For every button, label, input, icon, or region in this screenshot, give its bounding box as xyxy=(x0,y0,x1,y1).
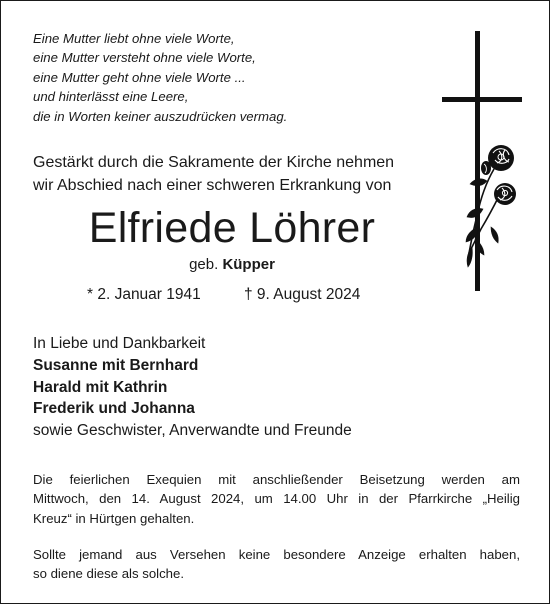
death-date: † 9. August 2024 xyxy=(244,286,361,303)
maiden-name-line xyxy=(1,255,463,275)
mourners-intro: In Liebe und Dankbarkeit xyxy=(33,335,206,352)
mourner-name: Susanne mit Bernhard xyxy=(33,356,199,374)
poem-line: die in Worten keiner auszudrücken vermag. xyxy=(33,108,288,124)
notice-text xyxy=(33,545,520,584)
maiden-prefix: geb. xyxy=(189,256,219,273)
service-line: Kreuz“ in Hürtgen gehalten. xyxy=(33,510,195,526)
deceased-name: Elfriede Löhrer xyxy=(88,204,376,252)
mourner-name: Harald mit Kathrin xyxy=(33,378,168,396)
mourners-others: sowie Geschwister, Anverwandte und Freunde xyxy=(33,422,352,440)
mourner-name: Frederik und Johanna xyxy=(33,400,195,418)
poem xyxy=(33,29,287,126)
poem-line: Eine Mutter liebt ohne viele Worte, xyxy=(33,31,235,46)
poem-line: eine Mutter geht ohne viele Worte ... xyxy=(33,69,246,85)
intro-line: Gestärkt durch die Sakramente der Kirche nehmen xyxy=(33,154,395,171)
notice-line: so diene diese als solche. xyxy=(33,566,185,582)
intro-line: wir Abschied nach einer schweren Erkrankung von xyxy=(33,176,392,194)
maiden-name: Küpper xyxy=(222,256,275,273)
service-line: Die feierlichen Exequien mit anschließender Beisetzung werden am xyxy=(33,472,520,487)
intro-text xyxy=(33,152,394,197)
service-line: Mittwoch, den 14. August 2024, um 14.00 Uhr in der Pfarrkirche „Heilig xyxy=(33,491,520,507)
poem-line: und hinterlässt eine Leere, xyxy=(33,89,189,105)
notice-line: Sollte jemand aus Versehen keine besondere Anzeige erhalten haben, xyxy=(33,547,520,562)
mourners xyxy=(33,333,352,442)
poem-line: eine Mutter versteht ohne viele Worte, xyxy=(33,50,256,66)
birth-date: * 2. Januar 1941 xyxy=(87,286,201,303)
service-details xyxy=(33,470,520,528)
rose-icon xyxy=(466,145,516,267)
